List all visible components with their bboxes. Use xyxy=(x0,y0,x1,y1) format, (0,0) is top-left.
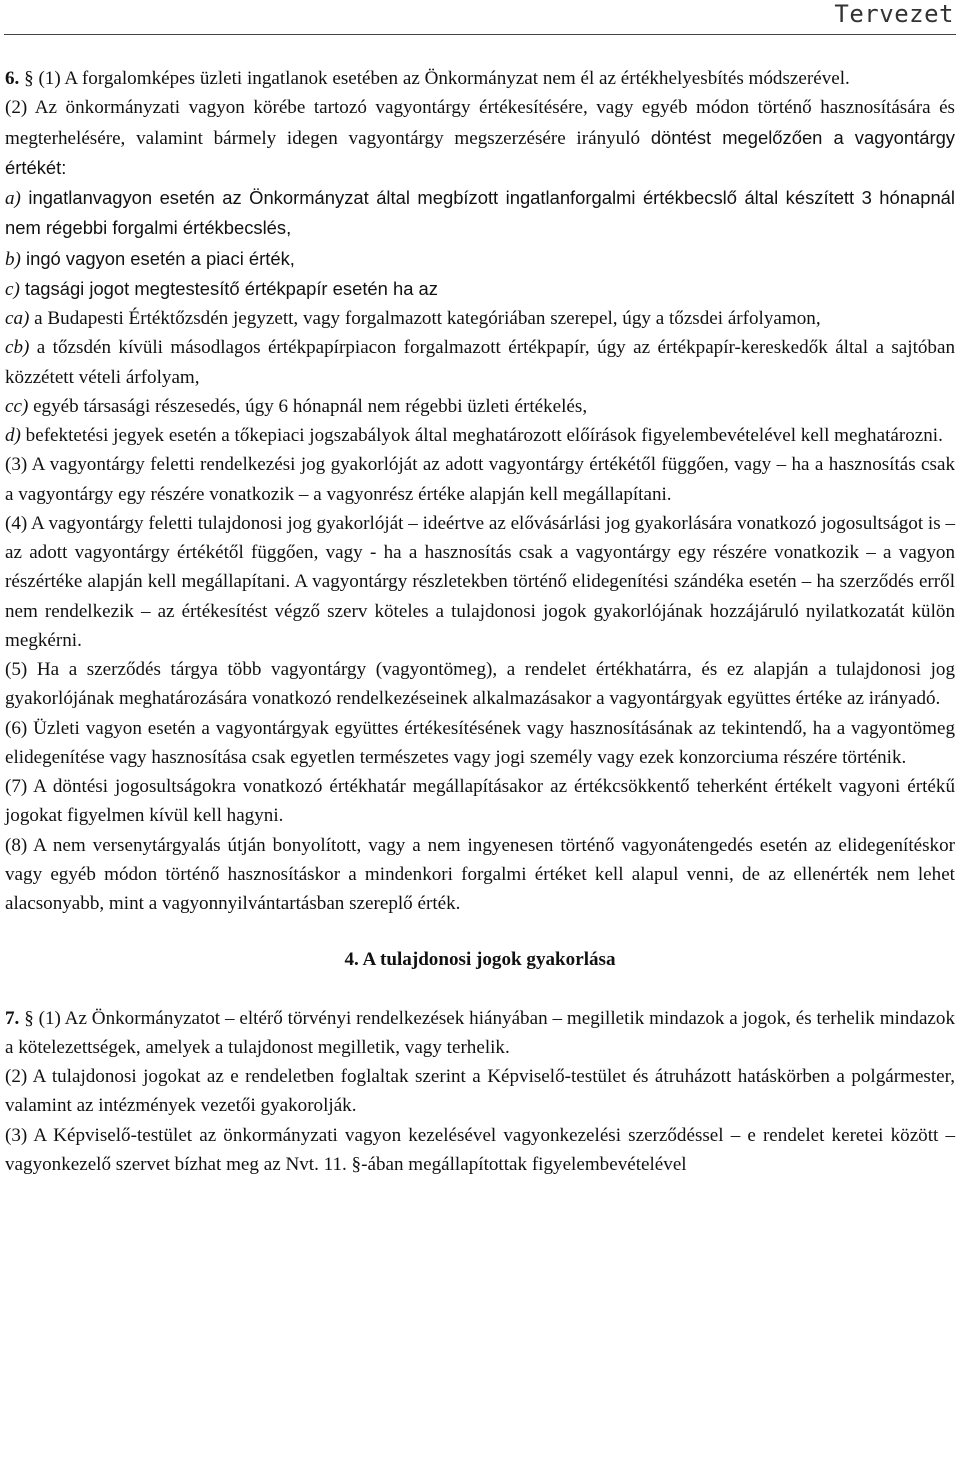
point-d-label: d) xyxy=(5,425,21,446)
section-6-number: 6. xyxy=(5,68,20,89)
section-6-paragraph-6: (6) Üzleti vagyon esetén a vagyontárgyak együttes értékesítésének vagy hasznosításának az tekintendő, ha a vagyontömeg elidegenítése vagy hasznosítása csak egyetlen természetes vagy jogi személy vagy ezek konzorciuma részére történik. xyxy=(5,717,955,768)
section-7-paragraph-3: (3) A Képviselő-testület az önkormányzati vagyon kezelésével vagyonkezelési szerződéssel – e rendelet keretei között – vagyonkezelő szervet bízhat meg az Nvt. 11. §-ában megállapítottak figyelembevételével xyxy=(5,1124,955,1175)
section-6-p2-text: (2) Az önkormányzati vagyon körébe tartozó vagyontárgy értékesítésére, vagy egyéb módon történő hasznosítására és megterhelésére, valamint bármely idegen vagyontárgy megszerzésére irányuló xyxy=(5,97,955,149)
point-b-label: b) xyxy=(5,248,21,270)
point-ca xyxy=(5,304,955,333)
section-6-sign: § xyxy=(24,68,34,89)
section-7-number: 7. xyxy=(5,1007,20,1029)
document-status-label: Tervezet xyxy=(834,0,954,28)
section-7-paragraph-2: (2) A tulajdonosi jogokat az e rendeletben foglaltak szerint a Képviselő-testület és átruházott hatáskörben a polgármester, valamint az intézmények vezetői gyakorolják. xyxy=(5,1066,955,1117)
point-b-text: ingó vagyon esetén a piaci érték, xyxy=(20,247,295,269)
point-cc-text: egyéb társasági részesedés, úgy 6 hónapnál nem régebbi üzleti értékelés, xyxy=(28,395,588,417)
section-6-paragraph-2 xyxy=(5,93,955,183)
point-cb-label: cb) xyxy=(5,337,30,359)
section-6-paragraph-8: (8) A nem versenytárgyalás útján bonyolított, vagy a nem ingyenesen történő vagyonátengedés esetén az elidegenítéskor vagy egyéb módon történő hasznosításkor a mindenkori forgalmi értéket kell alapul venni, de az ellenérték nem lehet alacsonyabb, mint a vagyonnyilvántartásban szereplő érték. xyxy=(5,834,955,914)
point-c-text: tagsági jogot megtestesítő értékpapír esetén ha az xyxy=(19,277,438,299)
section-6-paragraph-3: (3) A vagyontárgy feletti rendelkezési jog gyakorlóját az adott vagyontárgy értékétől függően, vagy – ha a hasznosítás csak a vagyontárgy egy részére vonatkozik – a vagyonrész értéke alapján kell megállapítani. xyxy=(5,454,955,505)
point-b xyxy=(5,244,955,274)
section-6-p1-text: (1) A forgalomképes üzleti ingatlanok esetében az Önkormányzat nem él az értékhelyesbítés módszerével. xyxy=(38,68,850,89)
section-7-sign: § xyxy=(24,1007,34,1029)
point-a-label: a) xyxy=(5,188,21,209)
section-6-paragraph-4: (4) A vagyontárgy feletti tulajdonosi jog gyakorlóját – ideértve az elővásárlási jog gyakorlására vonatkozó jogosultságot is – az adott vagyontárgy értékétől függően, vagy - ha a hasznosítás csak a vagyontárgy egy részére vonatkozik – a vagyon részértéke alapján kell megállapítani. A vagyontárgy részletekben történő elidegenítési szándéka esetén – ha szerződés erről nem rendelkezik – az értékesítést végző szerv köteles a tulajdonosi jogok gyakorlójának hozzájáruló nyilatkozatát külön megkérni. xyxy=(5,512,955,651)
point-d xyxy=(5,421,955,450)
section-7-paragraph-1 xyxy=(5,1004,955,1063)
section-6-paragraph-7: (7) A döntési jogosultságokra vonatkozó értékhatár megállapításakor az értékcsökkentő teherként értékelt vagyoni értékű jogokat figyelmen kívül kell hagyni. xyxy=(5,776,955,827)
section-6-paragraph-5: (5) Ha a szerződés tárgya több vagyontárgy (vagyontömeg), a rendelet értékhatárra, és ez alapján a tulajdonosi jog gyakorlójának meghatározására vonatkozó rendelkezéseinek alkalmazásakor a vagyontárgyak együttes értéke az irányadó. xyxy=(5,659,955,710)
point-d-text: befektetési jegyek esetén a tőkepiaci jogszabályok által meghatározott előírások figyelembevételével kell meghatározni. xyxy=(20,425,943,446)
section-6-p2-text-end: döntést megelőzően a vagyontárgy értékét: xyxy=(5,126,955,178)
point-ca-label: ca) xyxy=(5,308,30,329)
section-7-p1-text: (1) Az Önkormányzatot – eltérő törvényi rendelkezések hiányában – megilletik mindazok a jogok, és terhelik mindazok a kötelezettségek, amelyek a tulajdonost megilletik, vagy terhelik. xyxy=(5,1007,955,1058)
point-ca-text: a Budapesti Értéktőzsdén jegyzett, vagy forgalmazott kategóriában szerepel, úgy a tőzsdei árfolyamon, xyxy=(29,308,821,329)
point-cc-label: cc) xyxy=(5,395,29,417)
point-cb xyxy=(5,333,955,392)
chapter-4-heading: 4. A tulajdonosi jogok gyakorlása xyxy=(344,949,616,971)
point-a xyxy=(5,183,955,244)
point-c-label: c) xyxy=(5,278,20,300)
section-6-paragraph-1 xyxy=(5,64,955,93)
point-c xyxy=(5,274,955,304)
header-divider xyxy=(4,34,956,35)
point-a-text: ingatlanvagyon esetén az Önkormányzat által megbízott ingatlanforgalmi értékbecslő által készített 3 hónapnál nem régebbi forgalmi értékbecslés, xyxy=(5,187,955,239)
point-cb-text: a tőzsdén kívüli másodlagos értékpapírpiacon forgalmazott értékpapír, úgy az értékpapír-kereskedők által a sajtóban közzétett vételi árfolyam, xyxy=(5,337,955,388)
document-body xyxy=(5,64,955,1179)
point-cc xyxy=(5,392,955,421)
